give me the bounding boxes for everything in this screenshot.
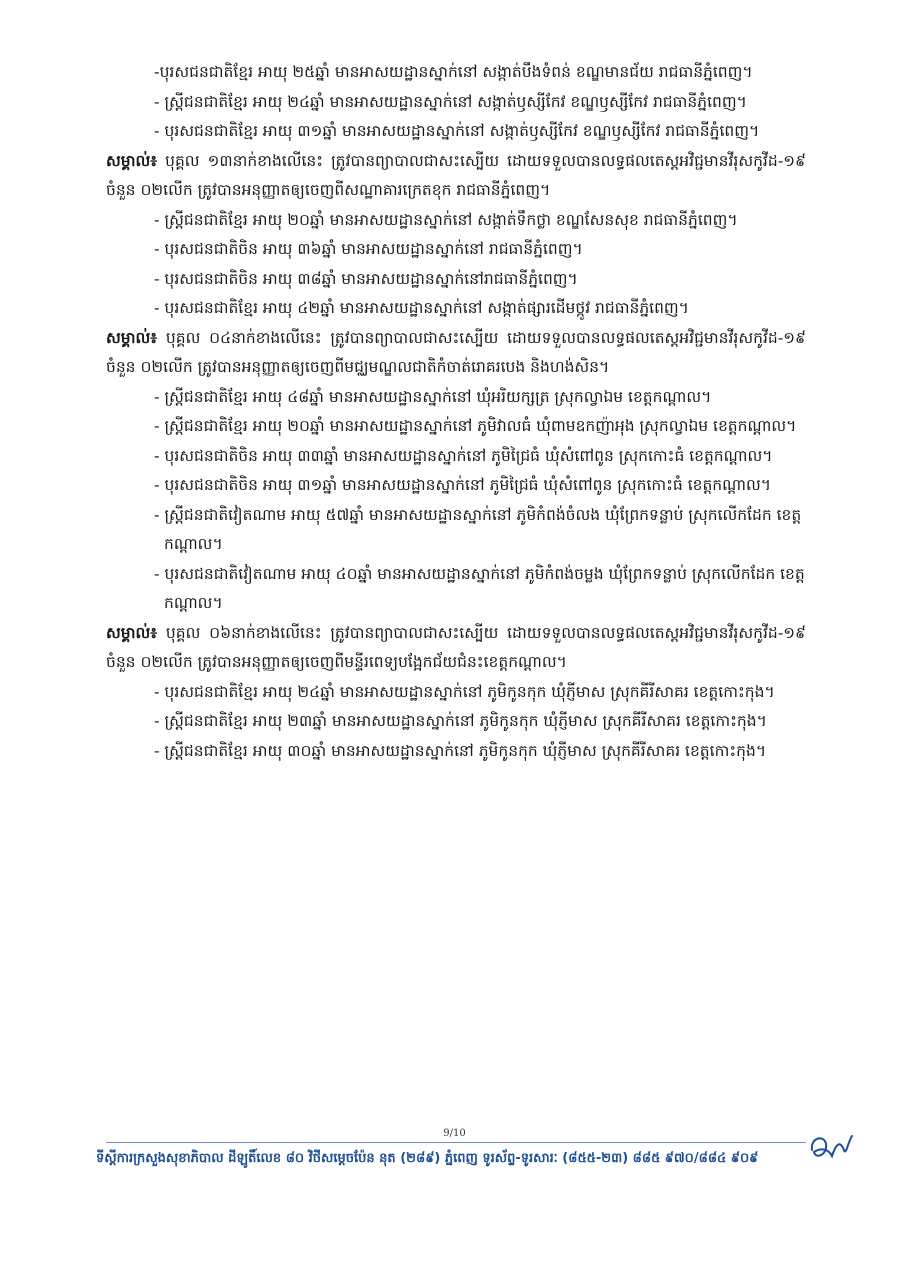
list-item: -បុរសជនជាតិខ្មែរ អាយុ ២៥ឆ្នាំ មានអាសយដ្ឋានស្នាក់នៅ សង្កាត់បឹងទំពន់ ខណ្ឌមានជ័យ រាជធានីភ្នំពេញ។ xyxy=(154,63,753,81)
list-item: - បុរសជនជាតិចិន អាយុ ៣៣ឆ្នាំ មានអាសយដ្ឋានស្នាក់នៅ ភូមិជ្រៃធំ ឃុំសំពៅពូន ស្រុកកោះធំ ខេត្តកណ្តាល។ xyxy=(154,446,773,465)
note-text: បុគ្គល ១៣នាក់ខាងលើនេះ ត្រូវបានព្យាបាលជាសះស្បើយ ដោយទទួលបានលទ្ធផលតេស្តអវិជ្ជមានវីរុសកូវីដ-១៩ ចំនួន ០២លើក ត្រូវបានអនុញ្ញាតឲ្យចេញពីសណ្ឋាគារក្រេតខុក រាជធានីភ្នំពេញ។ xyxy=(106,151,806,199)
list-item: - បុរសជនជាតិចិន អាយុ ៣៨ឆ្នាំ មានអាសយដ្ឋានស្នាក់នៅរាជធានីភ្នំពេញ។ xyxy=(154,269,578,288)
note-label: សម្គាល់៖ xyxy=(106,623,158,642)
list-item: - ស្ត្រីជនជាតិខ្មែរ អាយុ ២០ឆ្នាំ មានអាសយដ្ឋានស្នាក់នៅ ភូមិវាលធំ ឃុំពាមឧកញ៉ាអុង ស្រុកល្វាឯម ខេត្តកណ្តាល។ xyxy=(154,417,797,435)
list-item: - ស្ត្រីជនជាតិខ្មែរ អាយុ ២៤ឆ្នាំ មានអាសយដ្ឋានស្នាក់នៅ សង្កាត់ឫស្សីកែវ ខណ្ឌឫស្សីកែវ រាជធានីភ្នំពេញ។ xyxy=(154,92,747,111)
list-item: - បុរសជនជាតិខ្មែរ អាយុ ៤២ឆ្នាំ មានអាសយដ្ឋានស្នាក់នៅ សង្កាត់ផ្សារដើមថ្កូវ រាជធានីភ្នំពេញ។ xyxy=(154,299,689,317)
note-paragraph xyxy=(106,324,806,383)
document-body xyxy=(106,58,806,766)
note-text: បុគ្គល ០៦នាក់ខាងលើនេះ ត្រូវបានព្យាបាលជាសះស្បើយ ដោយទទួលបានលទ្ធផលតេស្តអវិជ្ជមានវីរុសកូវីដ-១៩ ចំនួន ០២លើក ត្រូវបានអនុញ្ញាតឲ្យចេញពីមន្ទីរពេទ្យបង្អែកជ័យជំនះខេត្តកណ្តាល។ xyxy=(106,623,806,671)
footer-address: ទីស្តីការក្រសួងសុខាភិបាល ដីឡូតិ៍លេខ ៨០ វិថីសម្តេចប៉ែន នុត (២៨៩) ភ្នំពេញ ទូរស័ព្ទ-ទូរសារៈ (៨៥៥-២៣) ៨៨៥ ៩៧០/៨៨៤ ៩០៩ xyxy=(96,1151,759,1166)
list-item: - ស្ត្រីជនជាតិខ្មែរ អាយុ ២០ឆ្នាំ មានអាសយដ្ឋានស្នាក់នៅ សង្កាត់ទឹកថ្លា ខណ្ឌសែនសុខ រាជធានីភ្នំពេញ។ xyxy=(154,210,738,229)
note-text: បុគ្គល ០៤នាក់ខាងលើនេះ ត្រូវបានព្យាបាលជាសះស្បើយ ដោយទទួលបានលទ្ធផលតេស្តអវិជ្ជមានវីរុសកូវីដ-១៩ ចំនួន ០២លើក ត្រូវបានអនុញ្ញាតឲ្យចេញពីមជ្ឈមណ្ឌលជាតិកំចាត់រោគរបេង និងហង់សិន។ xyxy=(106,328,806,376)
list-item: - ស្ត្រីជនជាតិខ្មែរ អាយុ ២៣ឆ្នាំ មានអាសយដ្ឋានស្នាក់នៅ ភូមិកូនកុក ឃុំភ្ញីមាស ស្រុកគីរីសាគរ ខេត្តកោះកុង។ xyxy=(154,712,767,730)
footer-divider xyxy=(106,1142,806,1143)
note-paragraph xyxy=(106,619,806,678)
list-item: - ស្ត្រីជនជាតិខ្មែរ អាយុ ៤៨ឆ្នាំ មានអាសយដ្ឋានស្នាក់នៅ ឃុំអរិយក្សត្រ ស្រុកល្វាឯម ខេត្តកណ្តាល។ xyxy=(154,387,712,406)
list-item: - បុរសជនជាតិចិន អាយុ ៣៦ឆ្នាំ មានអាសយដ្ឋានស្នាក់នៅ រាជធានីភ្នំពេញ។ xyxy=(154,240,583,258)
note-label: សម្គាល់៖ xyxy=(106,328,158,347)
note-paragraph xyxy=(106,147,806,206)
list-item: - បុរសជនជាតិខ្មែរ អាយុ ២៤ឆ្នាំ មានអាសយដ្ឋានស្នាក់នៅ ភូមិកូនកុក ឃុំភ្ញីមាស ស្រុកគីរីសាគរ ខេត្តកោះកុង។ xyxy=(154,682,775,701)
list-item: - បុរសជនជាតិវៀតណាម អាយុ ៤០ឆ្នាំ មានអាសយដ្ឋានស្នាក់នៅ ភូមិកំពង់ចម្លង ឃុំព្រែកទន្លាប់ ស្រុកលើកដែក ខេត្តកណ្តាល។ xyxy=(154,564,805,612)
signature-mark xyxy=(806,1130,854,1166)
list-item: - បុរសជនជាតិចិន អាយុ ៣១ឆ្នាំ មានអាសយដ្ឋានស្នាក់នៅ ភូមិជ្រៃធំ ឃុំសំពៅពូន ស្រុកកោះធំ ខេត្តកណ្តាល។ xyxy=(154,476,771,494)
list-item: - ស្ត្រីជនជាតិវៀតណាម អាយុ ៥៧ឆ្នាំ មានអាសយដ្ឋានស្នាក់នៅ ភូមិកំពង់ចំលង ឃុំព្រែកទន្លាប់ ស្រុកលើកដែក ខេត្តកណ្តាល។ xyxy=(154,505,802,553)
list-item: - ស្ត្រីជនជាតិខ្មែរ អាយុ ៣០ឆ្នាំ មានអាសយដ្ឋានស្នាក់នៅ ភូមិកូនកុក ឃុំភ្ញីមាស ស្រុកគីរីសាគរ ខេត្តកោះកុង។ xyxy=(154,741,767,760)
list-item: - បុរសជនជាតិខ្មែរ អាយុ ៣១ឆ្នាំ មានអាសយដ្ឋានស្នាក់នៅ សង្កាត់ឫស្សីកែវ ខណ្ឌឫស្សីកែវ រាជធានីភ្នំពេញ។ xyxy=(154,122,760,140)
note-label: សម្គាល់៖ xyxy=(106,151,158,170)
page-number: 9/10 xyxy=(443,1128,466,1139)
